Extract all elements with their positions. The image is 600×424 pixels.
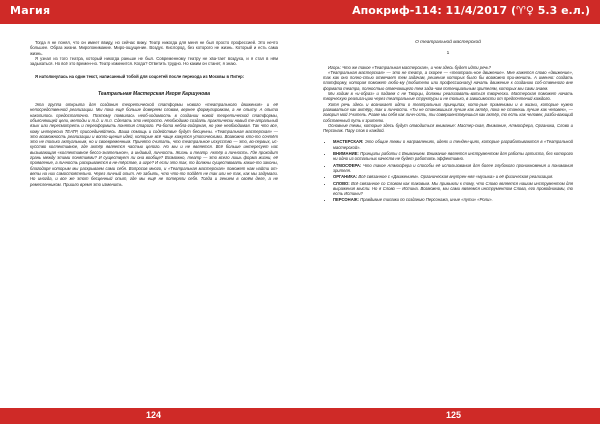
article-title: Театральная Мастерская Игоря Каршунова	[97, 90, 211, 97]
article-body: Эта группа открыта для создания теоретической платформы нового «театрального движения» и её непосредственной реализации. Мы пока ещё больше доверяем словам, вернее формулировкам, а не опыту. А опыта накопилось предостаточно. Поэтому появилась необ-ходимость в создании новой теоретической платформы, объясняющей цели, методы и т.д. и т.п. Сделать это непросто. Необходимо создать практически новый те-атральный язык или пересмотреть и переоформить понятия старого. Ра-бота небла-годарная, но уже необходимая. Так что все, кому интересна ТЕАТР, присоединяйтесь. Ваша помощь и содействие будут бесценны. «Театральная мастерская» — это возможность реализации и вопло-щения идей, которые всё чаще кажутся утопическими. Возможно кто-то сочтёт это не только актуальным, но и своевременным. Принято считать, что театральное искусство — это, во-первых, ис-кусство коллективное, где актёр является частью целого. Но мы и не является. Всё больше интересует нас вызывающая «коллективное бессо-знательное», а индивид, личность. Жизнь и театр. Актёр и личность. Где проходит грань между этими понятиями? И существует ли она вообще? Возможно, театр — это всего лишь форма жизни, её проявление, а личность раскрывается в не-тёрстве, а игре? И если это так, то должны существовать какие-то законы, благодаря которым мы раскрываем сами себя. Вопросов много, и «Театральная мастерская» поможет нам найти от-веты на них самостоятельно. Через личный опыт. Не забыть, что что-то пойдёт не так или не так, как мы задумали. Но иногда, и все же этот бесценный опыт, где мы ещё не потеряли себя. Тогда и гением в своём деле, а не ремесленником. Пришло время это изменить.	[30, 102, 278, 187]
list-item: • ОРГАНИКА: Всё связанное с «Движением». Органическая внутрен-няя «музыка» и её физическая реализация.	[333, 174, 573, 179]
page-header	[0, 0, 600, 24]
answer-4: Основные темы, которые здесь будут отводиться внимание: Мастер-ская, Внимание, Атмосфера, Органика, Слово и Персонаж. Пару слов о каждой.	[323, 122, 573, 134]
bold-note: Я натолкнулась на один текст, написанный тобой для соцсетей после перехода из Москвы в Питер:	[35, 74, 245, 80]
right-title: О театральной мастерской	[415, 40, 481, 45]
question: Игорь: Что же такое «Театральная мастерская», и чем здесь будет идти речь?	[328, 64, 491, 70]
list-item: • МАСТЕРСКАЯ: Это общие темы о направлениях, идеях и тенден-циях, которые разрабатываются в «Театральной мастерской».	[333, 139, 573, 150]
page-footer	[0, 408, 600, 424]
answer-3: Хотя речь здесь и возникает идти о театральных принципах, кото-рые применимы и в жизни, которые нужно развиваться как актёру, так и личности. «Ты не становишься лучше как актёр, пока не станешь лучше как человек», — говорил мой Учитель. Разве мы себя как личн-ость, ты совершенствуешься как актёр, то есть как человек, разби-вающий собственный путь к зрителю.	[323, 101, 573, 123]
list-item: • СЛОВО: Всё связанное со Словом как таковым. Мы привыкли к тому, что Слово является нашим инструментом для выражения мысли. Но я Слово — Истина. Возможно, мы сами являемся инструментом Слова, его проводниками, то есть Истины?	[333, 181, 573, 197]
list-item: • АТМОСФЕРА: Что такое Атмосфера и способы её использования для более глубокого проникновения и понимания зрителя.	[333, 163, 573, 174]
chapter-number: 1	[446, 51, 450, 57]
section-title: Магия	[10, 4, 51, 17]
left-page	[30, 40, 278, 187]
intro-paragraph: Тогда я не понял, что он имеет ввиду, но сейчас вижу. Театр никогда для меня не был просто профессией. Это нечто большее. Образ жизни. Миропонимание. Миро-ощущение. Воздух. Кислород, без которого не жизнь. Который и есть сама жизнь.	[30, 40, 278, 56]
left-page-number: 124	[146, 410, 162, 420]
answer-1: «Театральная мастерская» — это не театр, а скорее — «театраль-ное движение». Мне кажется слово «движение», так как оно полно-стью отвечает тем задачам, решение которых было бы возможно при-менить. А именно: создать платформу, которая поможет любо-му (любителю или профессионалу) начать движение к созданию соб-ственного вне формата театра, полностью отвечающего тем зада-чам потенциальным зрителям, которых мы сами знаем.	[323, 69, 573, 91]
right-page-number: 125	[446, 410, 462, 420]
answer-2: Мы ходим в «и-образ» и падаем с не Творцы, должны реализовать-ваться творчески. Мастерская поможет начать творческую реализа-цию через театральные структуры и не только, в зависимости от предпочтений каждого.	[323, 91, 573, 102]
topic-list	[323, 139, 573, 202]
list-item: • ПЕРСОНАЖ: Правдивые типажи по созданию Персонажа, иные «пути» «Роли».	[333, 197, 573, 202]
right-page	[323, 40, 573, 204]
issue-title: Апокриф-114: 11/4/2017 (♈♀ 5.3 е.л.)	[352, 4, 590, 17]
intro-paragraph-2: Я узнал из того театра, который никогда раньше не был. Современному театру не хва-тает воздуха, и я стал в нём задыхаться. Но всё это времен-но. Театр изменится. Когда? Ответить трудно. Но каким он станет, я знаю.	[30, 55, 278, 67]
list-item: • ВНИМАНИЕ: Принципы работы с Вниманием. Внимание является инструментом для работы артиста, без которого ни одно из остальных качеств не будет работать эффективно.	[333, 151, 573, 162]
